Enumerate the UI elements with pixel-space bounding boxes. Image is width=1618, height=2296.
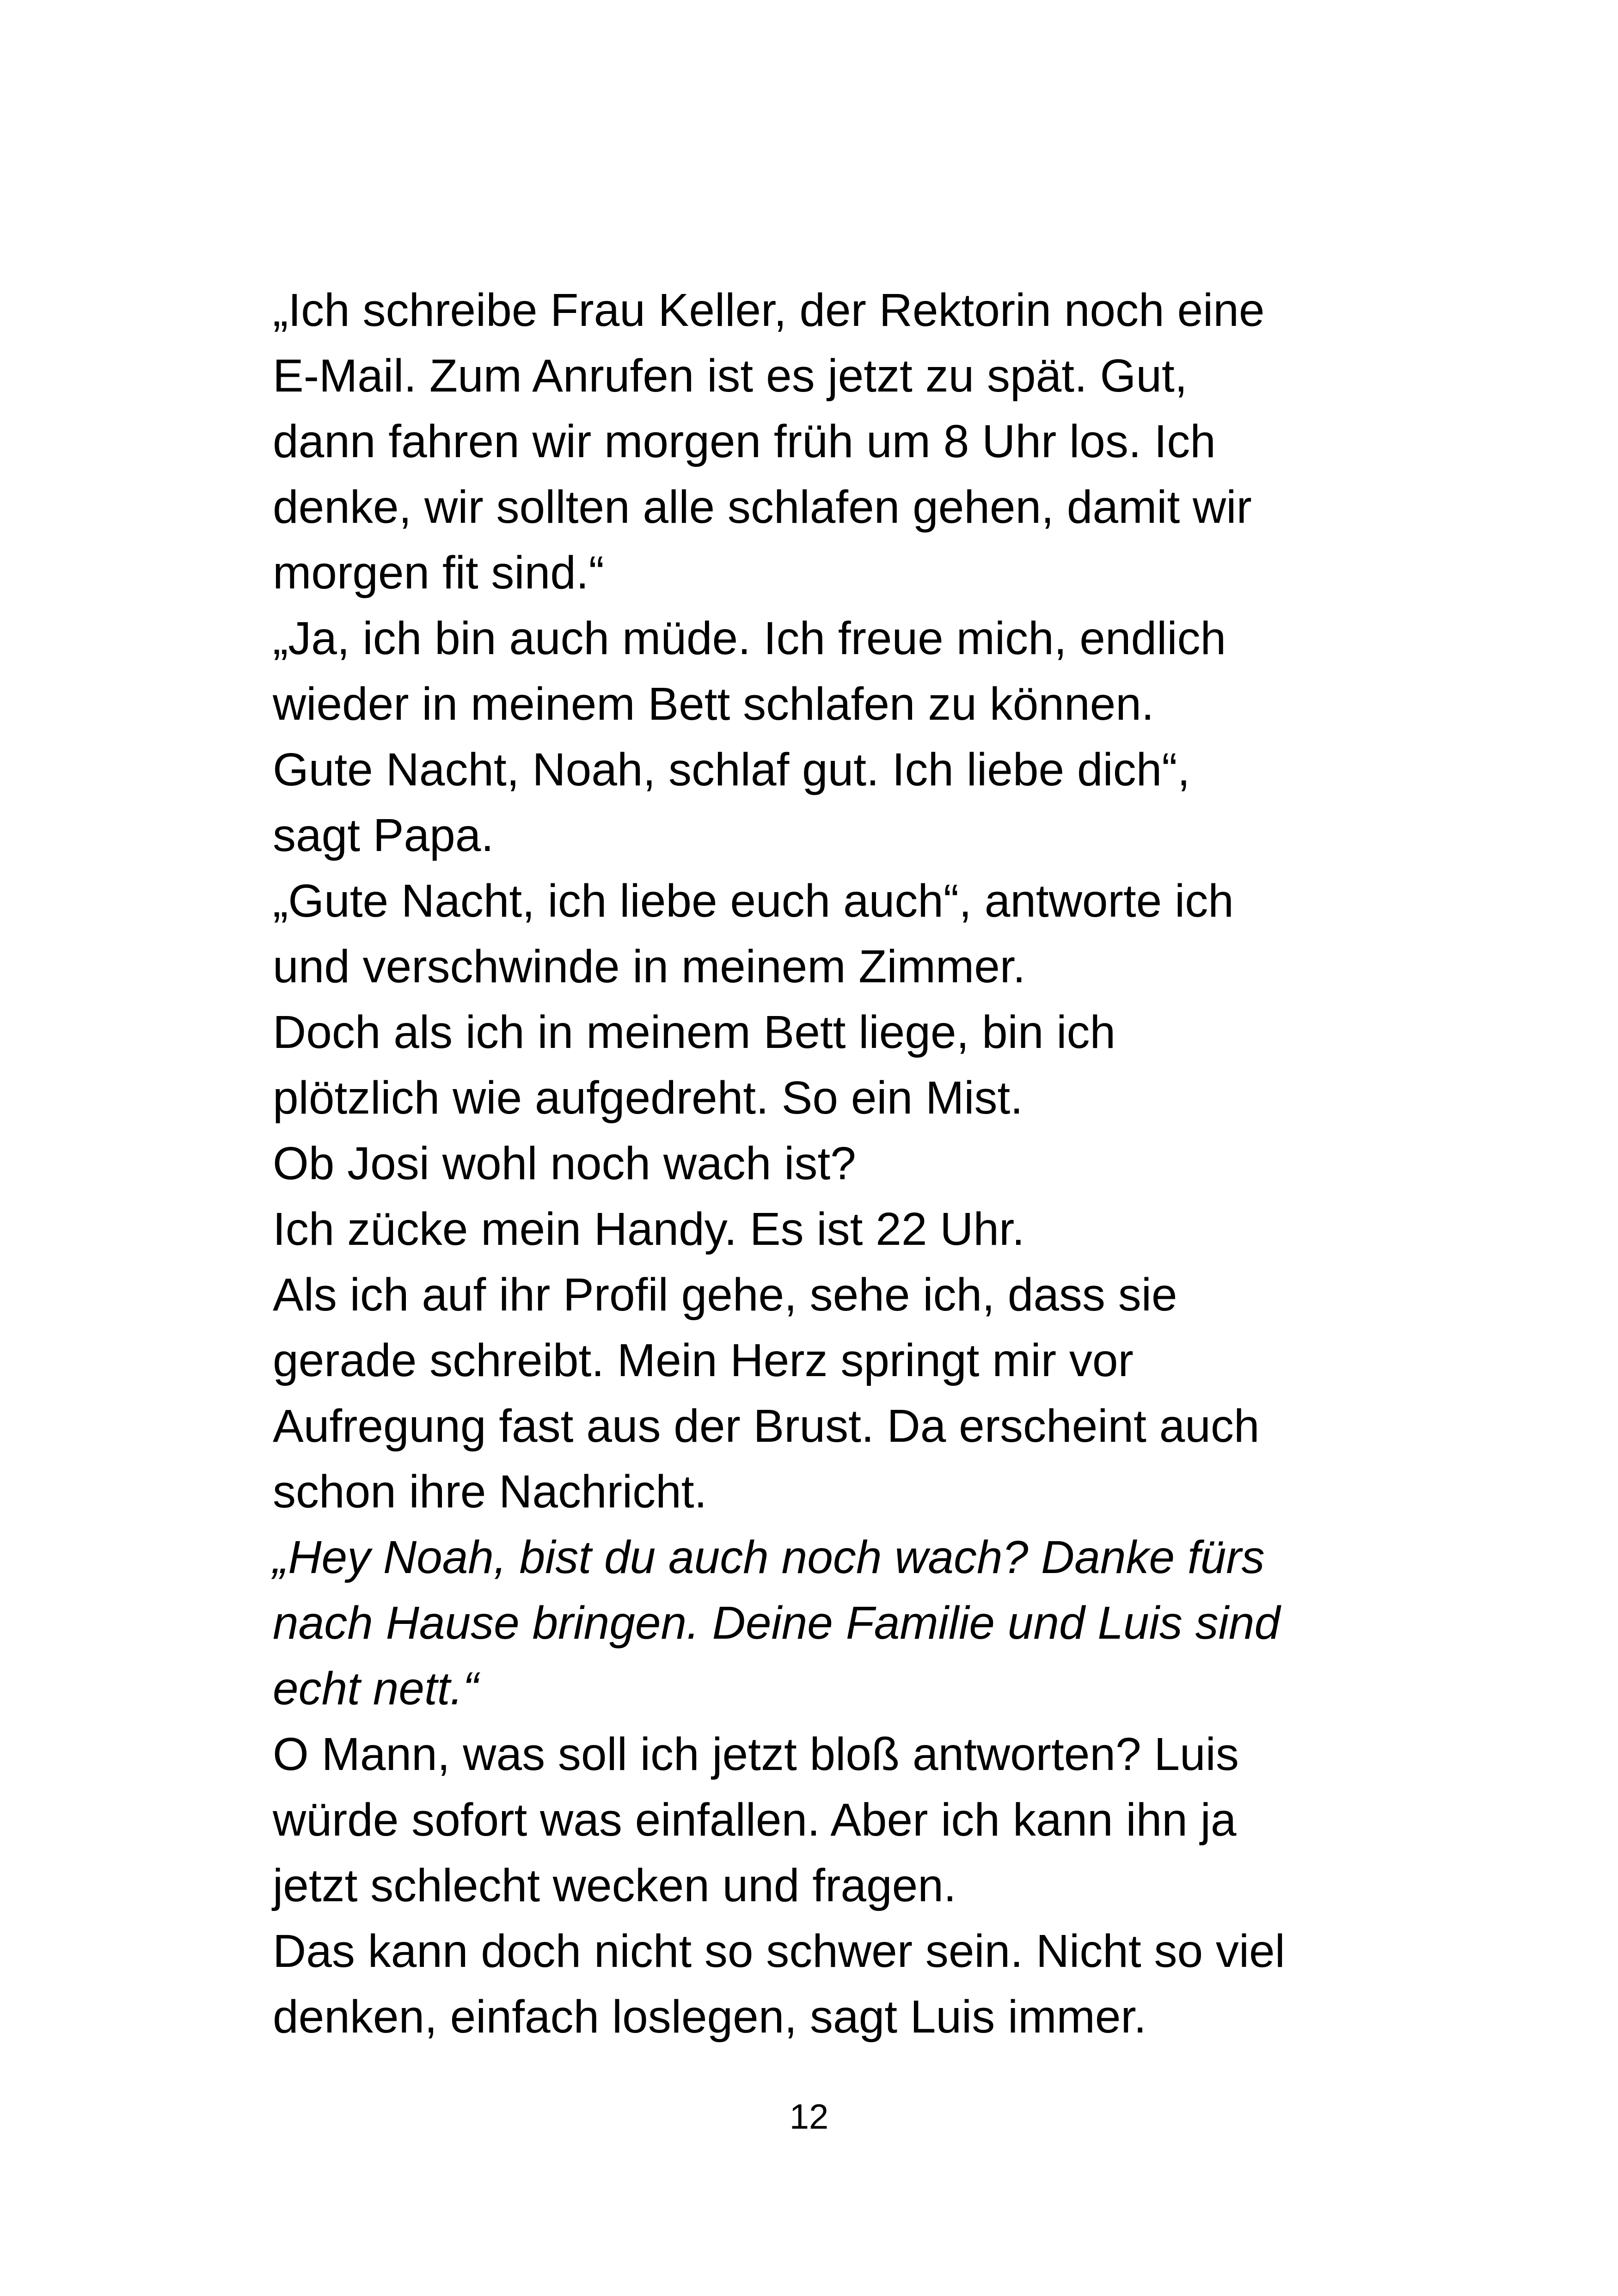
text-line: gerade schreibt. Mein Herz springt mir vor xyxy=(273,1335,1134,1386)
text-line: plötzlich wie aufgedreht. So ein Mist. xyxy=(273,1072,1024,1124)
text-line: denke, wir sollten alle schlafen gehen, damit wir xyxy=(273,481,1252,533)
text-line: sagt Papa. xyxy=(273,809,494,861)
text-line: Ob Josi wohl noch wach ist? xyxy=(273,1138,856,1189)
italic-text-line: echt nett.“ xyxy=(273,1663,478,1714)
text-line: dann fahren wir morgen früh um 8 Uhr los. Ich xyxy=(273,416,1216,467)
text-line: morgen fit sind.“ xyxy=(273,547,604,599)
text-line: würde sofort was einfallen. Aber ich kann ihn ja xyxy=(273,1794,1237,1846)
text-line: schon ihre Nachricht. xyxy=(273,1466,707,1518)
text-line: Doch als ich in meinem Bett liege, bin ich xyxy=(273,1006,1116,1058)
body-text xyxy=(273,277,1373,2050)
text-line: E-Mail. Zum Anrufen ist es jetzt zu spät. Gut, xyxy=(273,350,1188,402)
text-line: Das kann doch nicht so schwer sein. Nicht so viel xyxy=(273,1925,1285,1977)
text-line: „Ich schreibe Frau Keller, der Rektorin noch eine xyxy=(273,284,1265,336)
text-line: Als ich auf ihr Profil gehe, sehe ich, dass sie xyxy=(273,1269,1177,1321)
text-line: „Gute Nacht, ich liebe euch auch“, antworte ich xyxy=(273,875,1234,927)
text-line: „Ja, ich bin auch müde. Ich freue mich, endlich xyxy=(273,612,1226,664)
italic-text-line: „Hey Noah, bist du auch noch wach? Danke fürs xyxy=(273,1531,1265,1583)
text-line: Gute Nacht, Noah, schlaf gut. Ich liebe dich“, xyxy=(273,744,1190,796)
text-line: wieder in meinem Bett schlafen zu können. xyxy=(273,678,1154,730)
text-line: Aufregung fast aus der Brust. Da erscheint auch xyxy=(273,1400,1260,1452)
page-number: 12 xyxy=(789,2097,829,2137)
text-line: jetzt schlecht wecken und fragen. xyxy=(273,1860,956,1911)
text-line: und verschwinde in meinem Zimmer. xyxy=(273,941,1026,992)
text-line: Ich zücke mein Handy. Es ist 22 Uhr. xyxy=(273,1203,1025,1255)
text-line: denken, einfach loslegen, sagt Luis immer. xyxy=(273,1991,1146,2043)
italic-text-line: nach Hause bringen. Deine Familie und Luis sind xyxy=(273,1597,1281,1649)
text-line: O Mann, was soll ich jetzt bloß antworten? Luis xyxy=(273,1728,1239,1780)
